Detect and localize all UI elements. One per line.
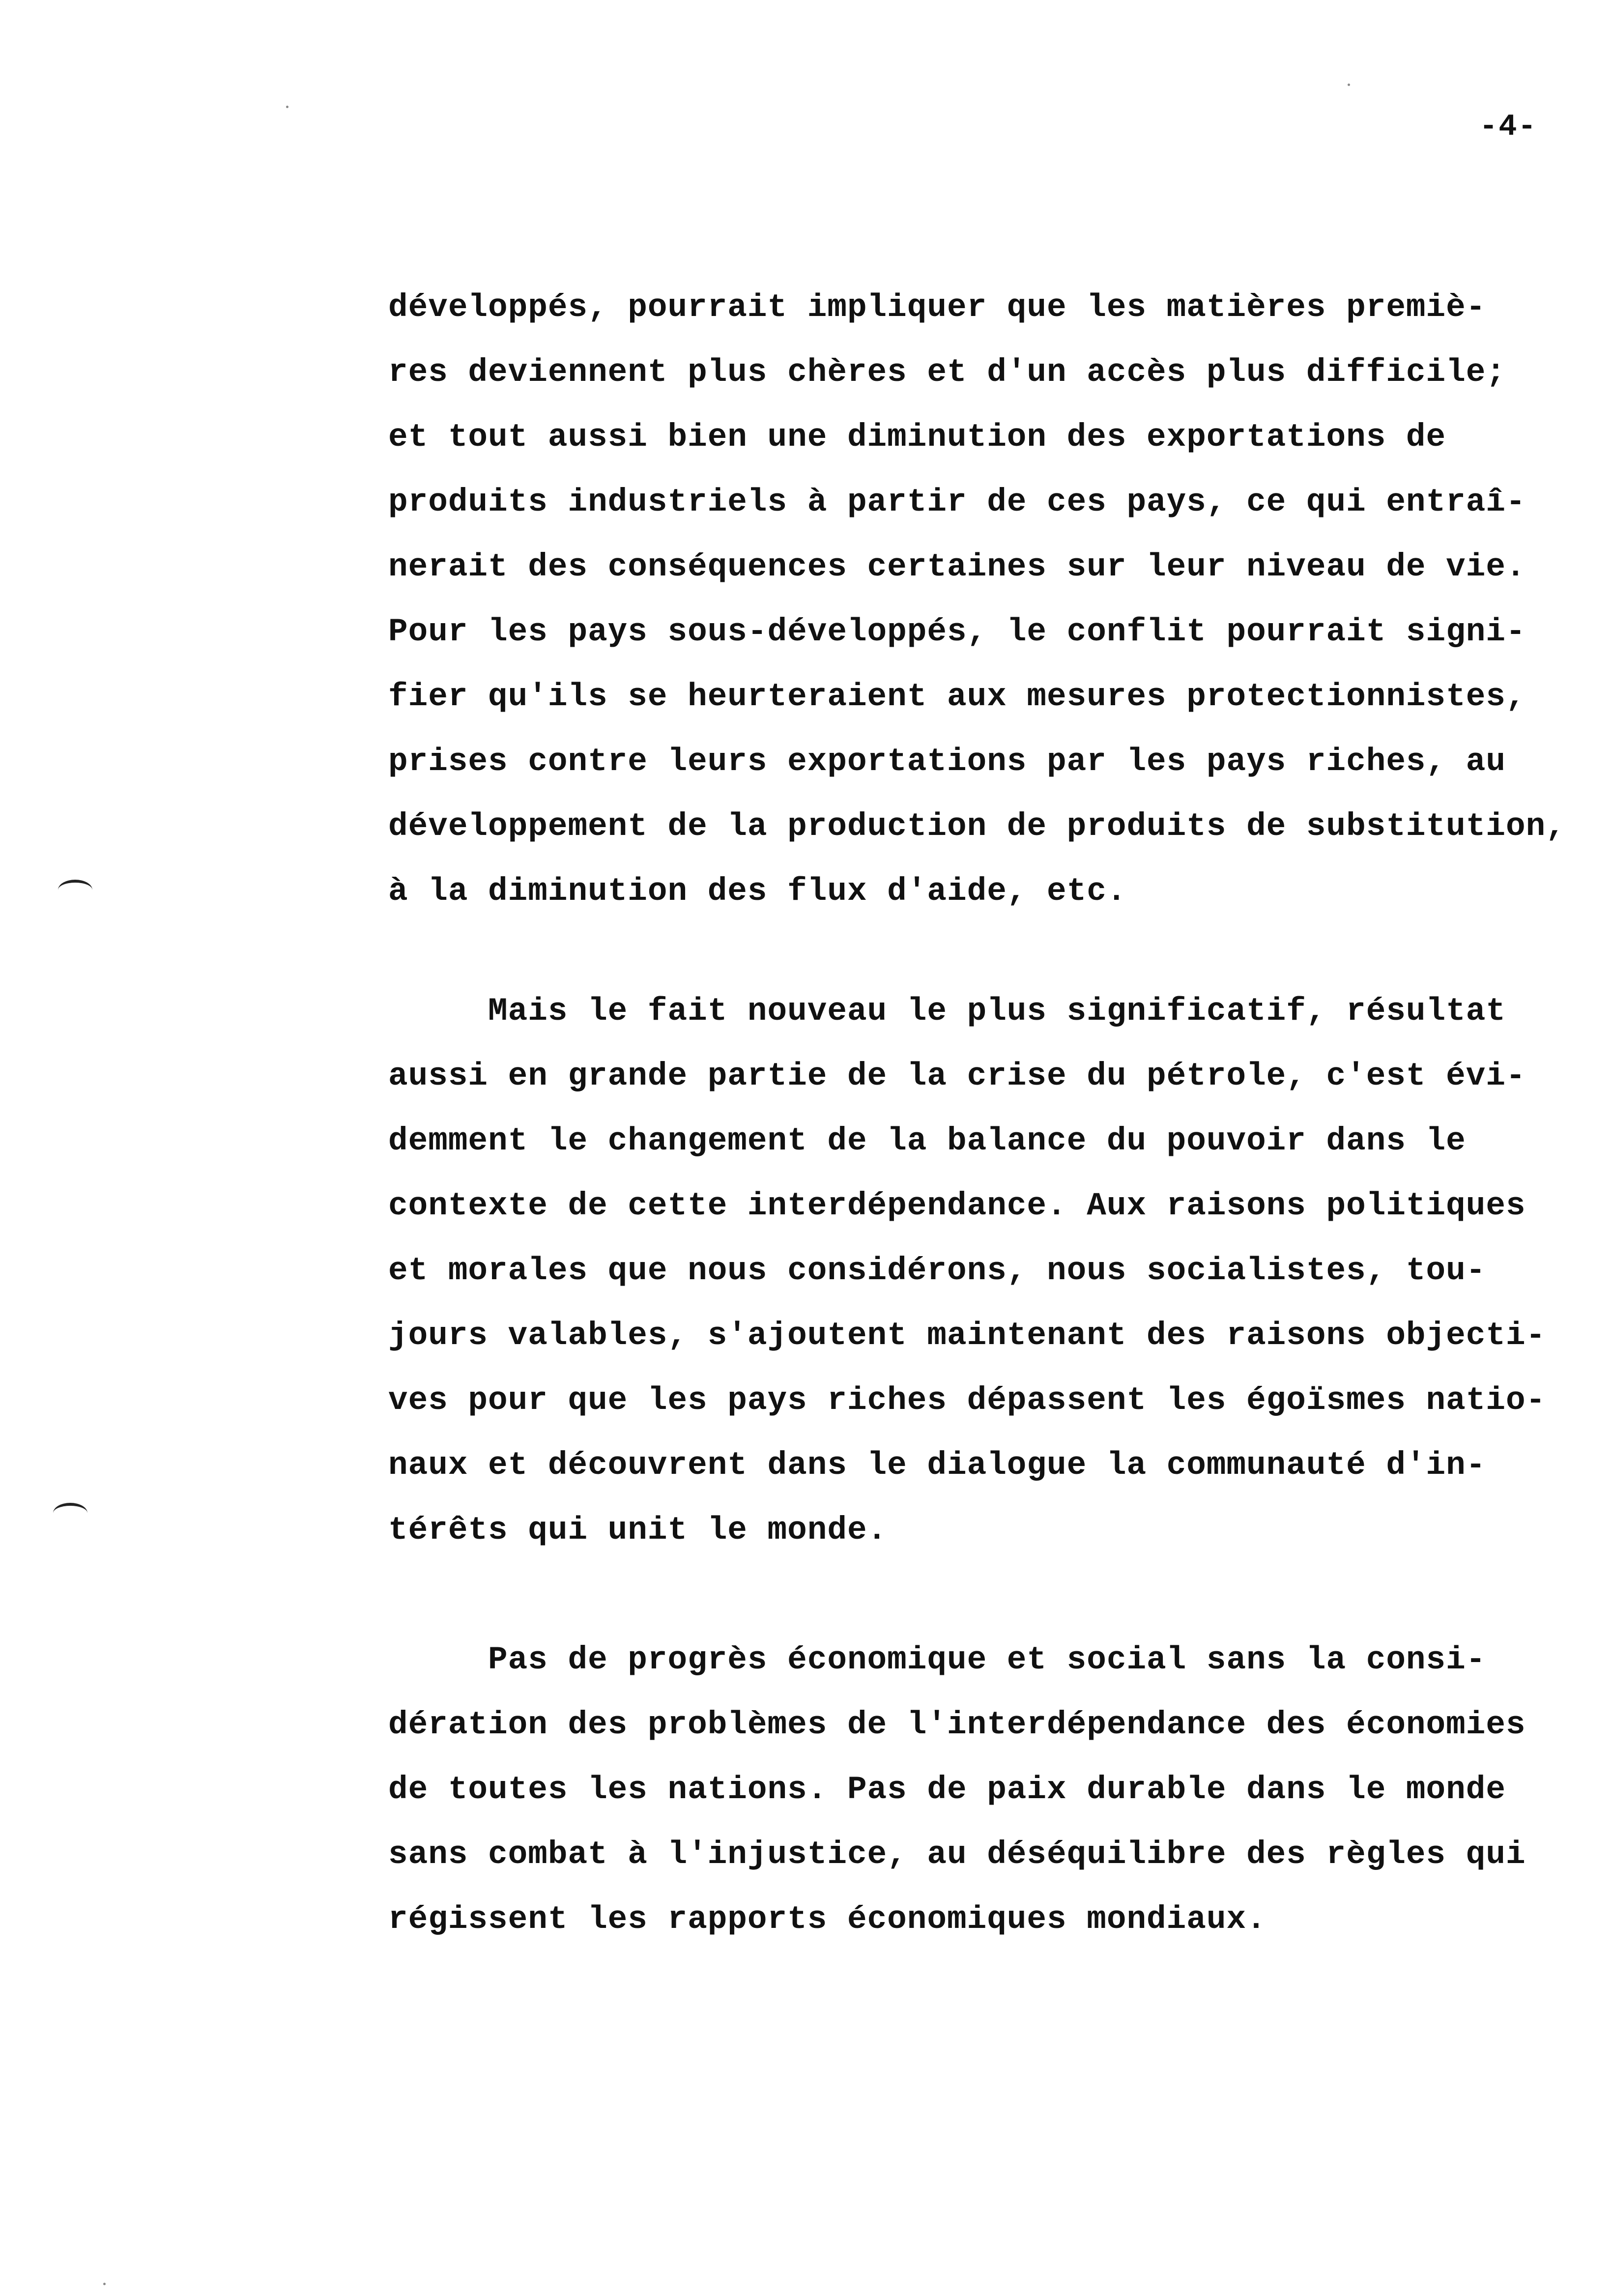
- scan-speck: [286, 106, 288, 108]
- paragraph-1: [388, 275, 1568, 924]
- text-line: contexte de cette interdépendance. Aux raisons politiques: [388, 1187, 1526, 1224]
- text-line: térêts qui unit le monde.: [388, 1512, 888, 1549]
- text-line: et morales que nous considérons, nous socialistes, tou-: [388, 1252, 1486, 1289]
- text-line: ves pour que les pays riches dépassent les égoïsmes natio-: [388, 1382, 1546, 1419]
- text-line: res deviennent plus chères et d'un accès plus difficile;: [388, 354, 1506, 391]
- text-line: sans combat à l'injustice, au déséquilibre des règles qui: [388, 1836, 1526, 1873]
- page-number: -4-: [1479, 109, 1537, 144]
- text-line: à la diminution des flux d'aide, etc.: [388, 873, 1127, 910]
- text-line: Pas de progrès économique et social sans la consi-: [388, 1641, 1486, 1678]
- text-line: jours valables, s'ajoutent maintenant des raisons objecti-: [388, 1317, 1546, 1354]
- text-line: développement de la production de produits de substitution,: [388, 808, 1566, 845]
- text-line: fier qu'ils se heurteraient aux mesures protectionnistes,: [388, 678, 1526, 715]
- text-line: développés, pourrait impliquer que les matières premiè-: [388, 289, 1486, 326]
- scan-speck: [1348, 84, 1350, 86]
- text-line: Pour les pays sous-développés, le conflit pourrait signi-: [388, 613, 1526, 650]
- text-line: dération des problèmes de l'interdépendance des économies: [388, 1706, 1526, 1743]
- binder-hole-mark: [53, 1503, 87, 1523]
- text-line: de toutes les nations. Pas de paix durable dans le monde: [388, 1771, 1506, 1808]
- scan-speck: [103, 2283, 106, 2285]
- paragraph-2: [388, 979, 1568, 1563]
- text-line: demment le changement de la balance du pouvoir dans le: [388, 1122, 1466, 1159]
- text-line: régissent les rapports économiques mondiaux.: [388, 1901, 1267, 1938]
- text-line: Mais le fait nouveau le plus significatif, résultat: [388, 993, 1506, 1030]
- text-line: prises contre leurs exportations par les pays riches, au: [388, 743, 1506, 780]
- text-line: naux et découvrent dans le dialogue la communauté d'in-: [388, 1447, 1486, 1484]
- binder-hole-mark: [58, 880, 92, 900]
- text-line: et tout aussi bien une diminution des exportations de: [388, 419, 1446, 456]
- text-line: aussi en grande partie de la crise du pétrole, c'est évi-: [388, 1058, 1526, 1094]
- text-line: nerait des conséquences certaines sur leur niveau de vie.: [388, 548, 1526, 585]
- text-line: produits industriels à partir de ces pays, ce qui entraî-: [388, 484, 1526, 520]
- paragraph-3: [388, 1628, 1568, 1952]
